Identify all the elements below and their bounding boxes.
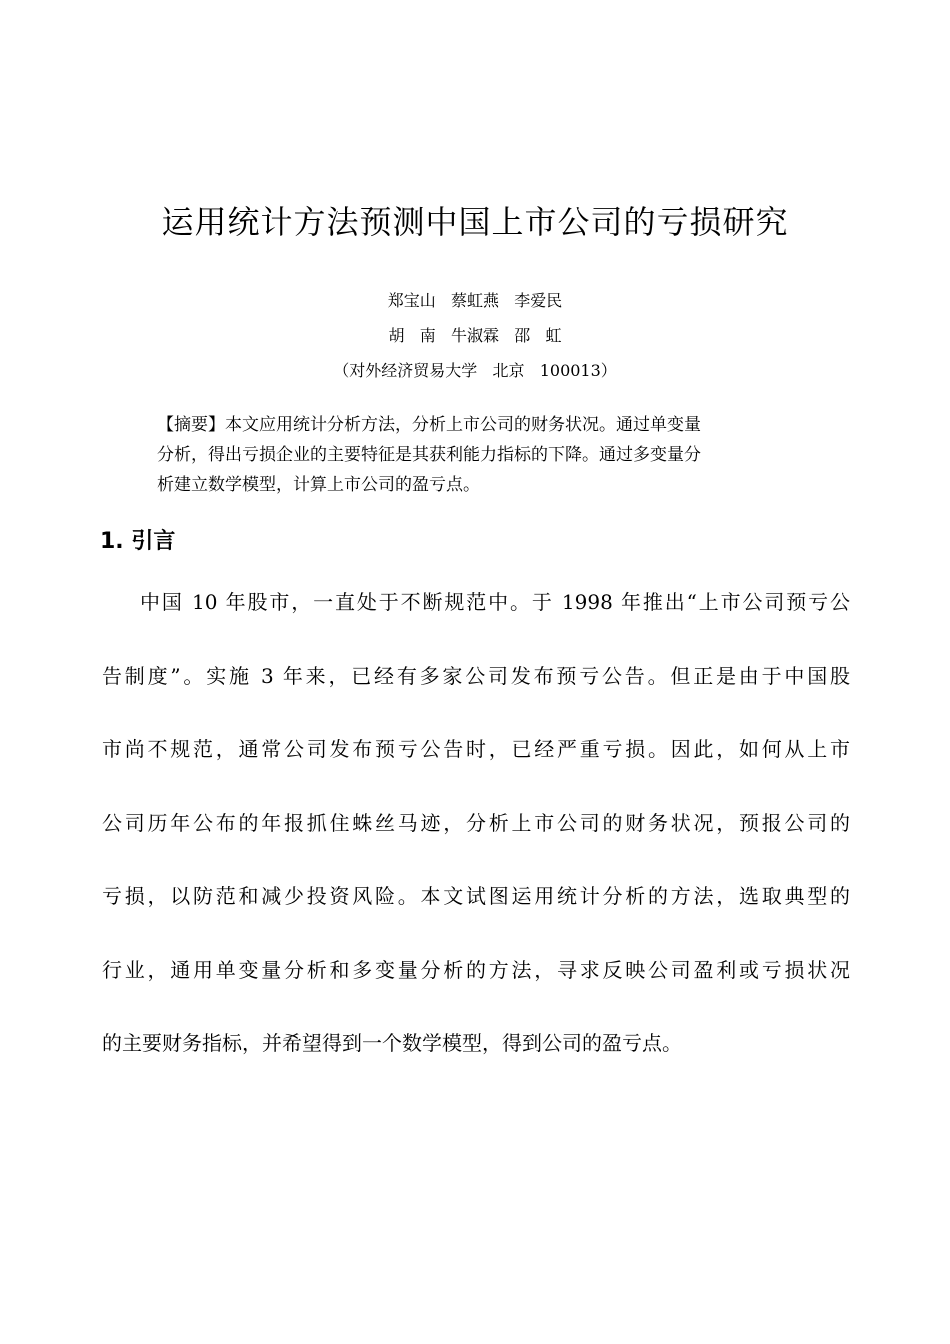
paper-title: 运用统计方法预测中国上市公司的亏损研究 xyxy=(161,203,789,241)
affiliation-line: （对外经济贸易大学 北京 100013） xyxy=(333,361,617,380)
body-line: 的主要财务指标，并希望得到一个数学模型，得到公司的盈亏点。 xyxy=(102,1031,682,1055)
author-line-2: 胡 南 牛淑霖 邵 虹 xyxy=(388,326,562,345)
author-block xyxy=(0,283,950,388)
section-heading: 1. 引言 xyxy=(100,529,176,554)
body-line: 公司历年公布的年报抓住蛛丝马迹，分析上市公司的财务状况，预报公司的 xyxy=(102,810,850,835)
abstract-line: 析建立数学模型，计算上市公司的盈亏点。 xyxy=(157,475,480,495)
abstract-line: 分析，得出亏损企业的主要特征是其获利能力指标的下降。通过多变量分 xyxy=(157,445,701,465)
author-line-1: 郑宝山 蔡虹燕 李爱民 xyxy=(387,291,563,310)
body-line: 告制度”。实施 3 年来，已经有多家公司发布预亏公告。但正是由于中国股 xyxy=(102,663,850,688)
body-line: 亏损，以防范和减少投资风险。本文试图运用统计分析的方法，选取典型的 xyxy=(102,884,850,908)
body-line: 中国 10 年股市，一直处于不断规范中。于 1998 年推出“上市公司预亏公 xyxy=(140,590,850,614)
body-line: 市尚不规范，通常公司发布预亏公告时，已经严重亏损。因此，如何从上市 xyxy=(102,737,850,761)
abstract-line: 【摘要】本文应用统计分析方法，分析上市公司的财务状况。通过单变量 xyxy=(157,415,701,435)
body-line: 行业，通用单变量分析和多变量分析的方法，寻求反映公司盈利或亏损状况 xyxy=(102,957,850,982)
abstract xyxy=(157,410,787,500)
section-body xyxy=(102,580,850,1095)
